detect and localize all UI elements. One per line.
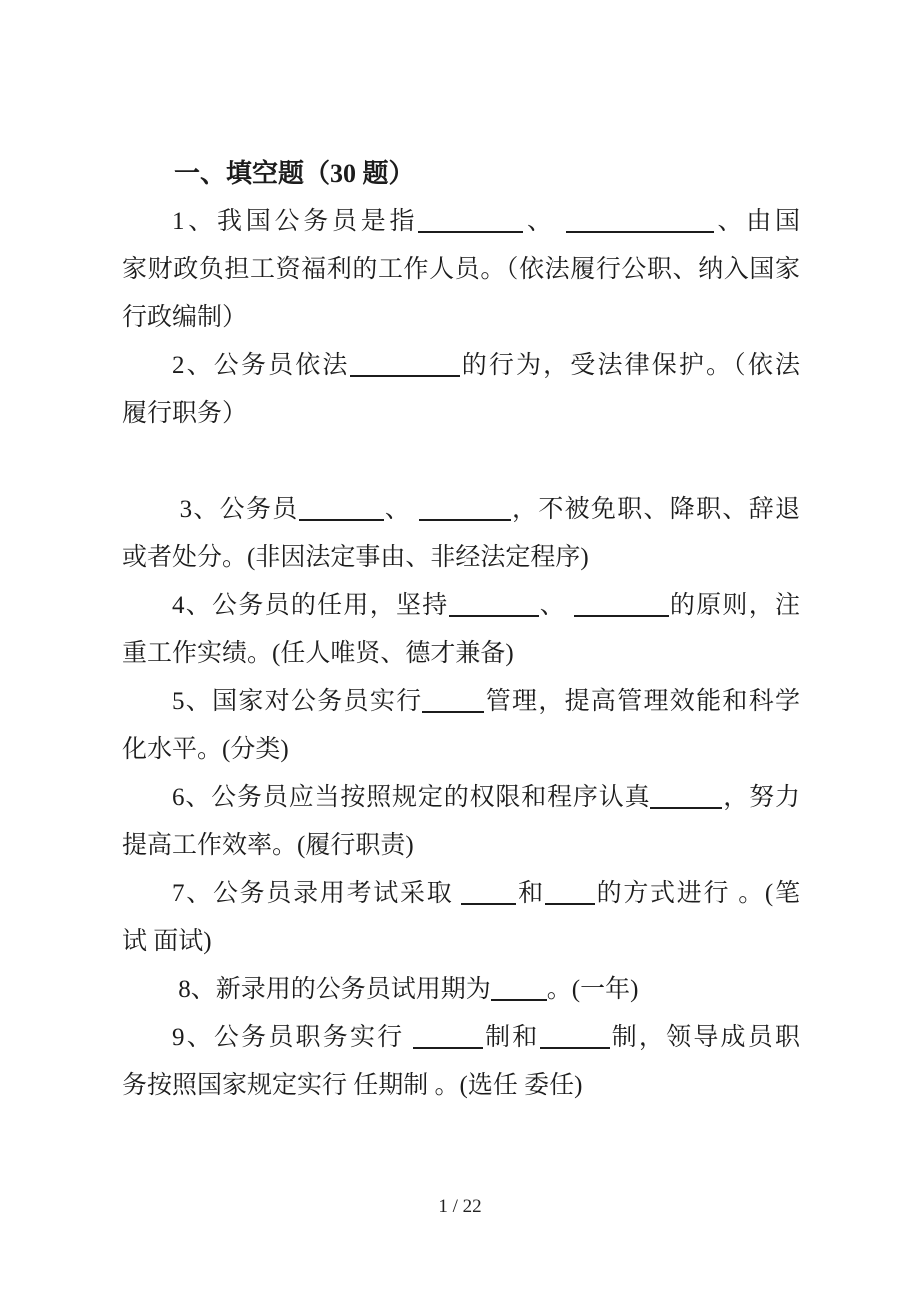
text-run: 6、公务员应当按照规定的权限和程序认真 (172, 784, 651, 811)
text-run: 的方式进行 。(笔 (594, 880, 800, 907)
text-run: 8、新录用的公务员试用期为 (172, 976, 491, 1003)
text-run: ，努力 (722, 784, 800, 811)
document-body (122, 150, 800, 1110)
text-run: 、由国 (713, 208, 800, 235)
question-7-line-2 (122, 918, 800, 966)
text-run: 。(一年) (546, 976, 639, 1003)
question-1-line-1 (122, 198, 800, 246)
fill-in-blank-line (574, 597, 669, 617)
text-run: 4、公务员的任用，坚持 (172, 592, 449, 619)
question-1-line-3 (122, 294, 800, 342)
question-8-line-1 (122, 966, 800, 1014)
text-run: 重工作实绩。(任人唯贤、德才兼备) (122, 640, 514, 667)
fill-in-blank-line (545, 885, 595, 905)
text-run: 2、公务员依法 (172, 352, 350, 379)
question-9-line-2 (122, 1062, 800, 1110)
question-5-line-1 (122, 678, 800, 726)
text-run: 3、公务员 (172, 496, 299, 523)
text-run: 、 (538, 592, 574, 619)
question-lines (122, 198, 800, 1110)
text-run: 、 (383, 496, 419, 523)
fill-in-blank-line (650, 789, 722, 809)
fill-in-blank-line (540, 1029, 610, 1049)
fill-in-blank-line (566, 213, 714, 233)
question-4-line-1 (122, 582, 800, 630)
text-run: 5、国家对公务员实行 (172, 688, 423, 715)
text-run: 7、公务员录用考试采取 (172, 880, 462, 907)
fill-in-blank-line (419, 501, 511, 521)
spacer-line (122, 438, 800, 486)
question-3-line-2 (122, 534, 800, 582)
fill-in-blank-line (418, 213, 523, 233)
text-run: 制和 (482, 1024, 540, 1051)
page-footer (0, 1192, 920, 1222)
question-9-line-1 (122, 1014, 800, 1062)
fill-in-blank-line (413, 1029, 483, 1049)
text-run: 的行为，受法律保护。（依法 (459, 352, 800, 379)
text-run: 制，领导成员职 (609, 1024, 800, 1051)
question-6-line-2 (122, 822, 800, 870)
question-5-line-2 (122, 726, 800, 774)
text-run: 履行职务） (122, 400, 248, 427)
fill-in-blank-line (350, 357, 460, 377)
page-number: 1 / 22 (438, 1196, 482, 1217)
question-2-line-1 (122, 342, 800, 390)
question-1-line-2 (122, 246, 800, 294)
section-title: 一、填空题（30 题） (174, 159, 415, 188)
question-2-line-2 (122, 390, 800, 438)
text-run: 9、公务员职务实行 (172, 1024, 413, 1051)
fill-in-blank-line (422, 693, 484, 713)
question-4-line-2 (122, 630, 800, 678)
question-7-line-1 (122, 870, 800, 918)
text-run: 行政编制） (122, 304, 248, 331)
text-run: 家财政负担工资福利的工作人员。（依法履行公职、纳入国家 (122, 256, 800, 283)
text-run: 1、我国公务员是指 (172, 208, 419, 235)
text-run: 管理，提高管理效能和科学 (484, 688, 800, 715)
text-run: 化水平。(分类) (122, 736, 289, 763)
text-run: 的原则，注 (668, 592, 800, 619)
text-run: 、 (523, 208, 566, 235)
text-run: 和 (516, 880, 545, 907)
fill-in-blank-line (491, 981, 547, 1001)
question-3-line-1 (122, 486, 800, 534)
question-6-line-1 (122, 774, 800, 822)
text-run: 试 面试) (122, 928, 212, 955)
fill-in-blank-line (461, 885, 516, 905)
text-run: 提高工作效率。(履行职责) (122, 832, 414, 859)
fill-in-blank-line (449, 597, 539, 617)
fill-in-blank-line (299, 501, 384, 521)
text-run: 或者处分。(非因法定事由、非经法定程序) (122, 544, 589, 571)
text-run: ，不被免职、降职、辞退 (510, 496, 800, 523)
text-run: 务按照国家规定实行 任期制 。(选任 委任) (122, 1072, 583, 1099)
